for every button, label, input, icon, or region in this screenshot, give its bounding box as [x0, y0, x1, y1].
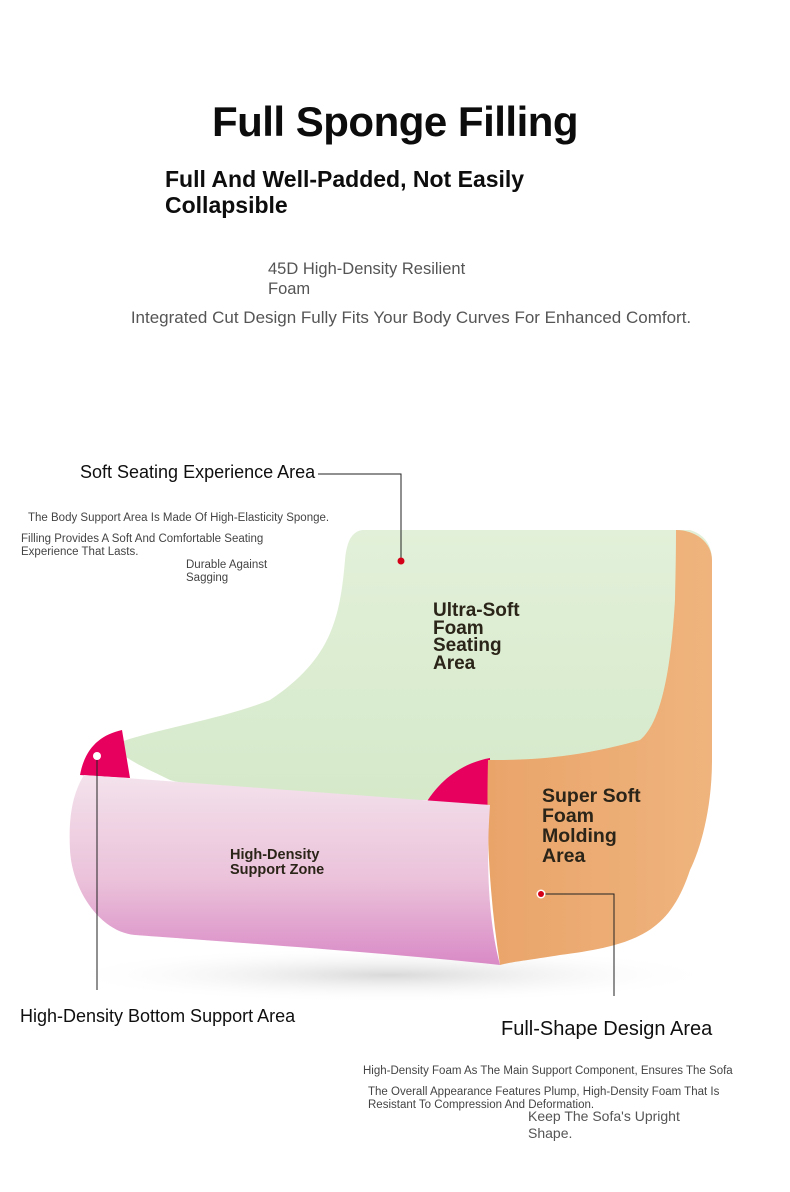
- floor-shadow: [60, 947, 720, 1003]
- ultra-soft-zone-label: Ultra-Soft Foam Seating Area: [433, 600, 520, 674]
- page-subtitle: Full And Well-Padded, Not Easily Collapsible: [165, 166, 525, 218]
- bottom-support-marker: [93, 752, 101, 760]
- full-shape-line1: High-Density Foam As The Main Support Component, Ensures The Sofa: [363, 1065, 733, 1077]
- bottom-support-title: High-Density Bottom Support Area: [20, 1006, 296, 1026]
- full-shape-line3: Keep The Sofa's Upright Shape.: [528, 1108, 680, 1141]
- soft-seating-title: Soft Seating Experience Area: [80, 462, 316, 482]
- full-shape-marker: [538, 891, 544, 897]
- soft-seating-line1: The Body Support Area Is Made Of High-Elasticity Sponge.: [28, 512, 330, 524]
- foam-spec: 45D High-Density Resilient Foam: [268, 260, 466, 298]
- super-soft-zone-label: Super Soft Foam Molding Area: [542, 785, 641, 867]
- soft-seating-line2: Filling Provides A Soft And Comfortable Seating Experience That Lasts.: [21, 533, 264, 558]
- full-shape-title: Full-Shape Design Area: [501, 1018, 713, 1040]
- page-title: Full Sponge Filling: [211, 98, 579, 145]
- design-description: Integrated Cut Design Fully Fits Your Body Curves For Enhanced Comfort.: [130, 308, 692, 327]
- front-arm-accent-left: [80, 730, 130, 778]
- soft-seating-line3: Durable Against Sagging: [186, 559, 268, 584]
- full-shape-line2: The Overall Appearance Features Plump, High-Density Foam That Is Resistant To Compression And Deformation.: [368, 1086, 720, 1111]
- high-density-zone-label: High-Density Support Zone: [230, 847, 325, 878]
- soft-seating-marker: [398, 558, 405, 565]
